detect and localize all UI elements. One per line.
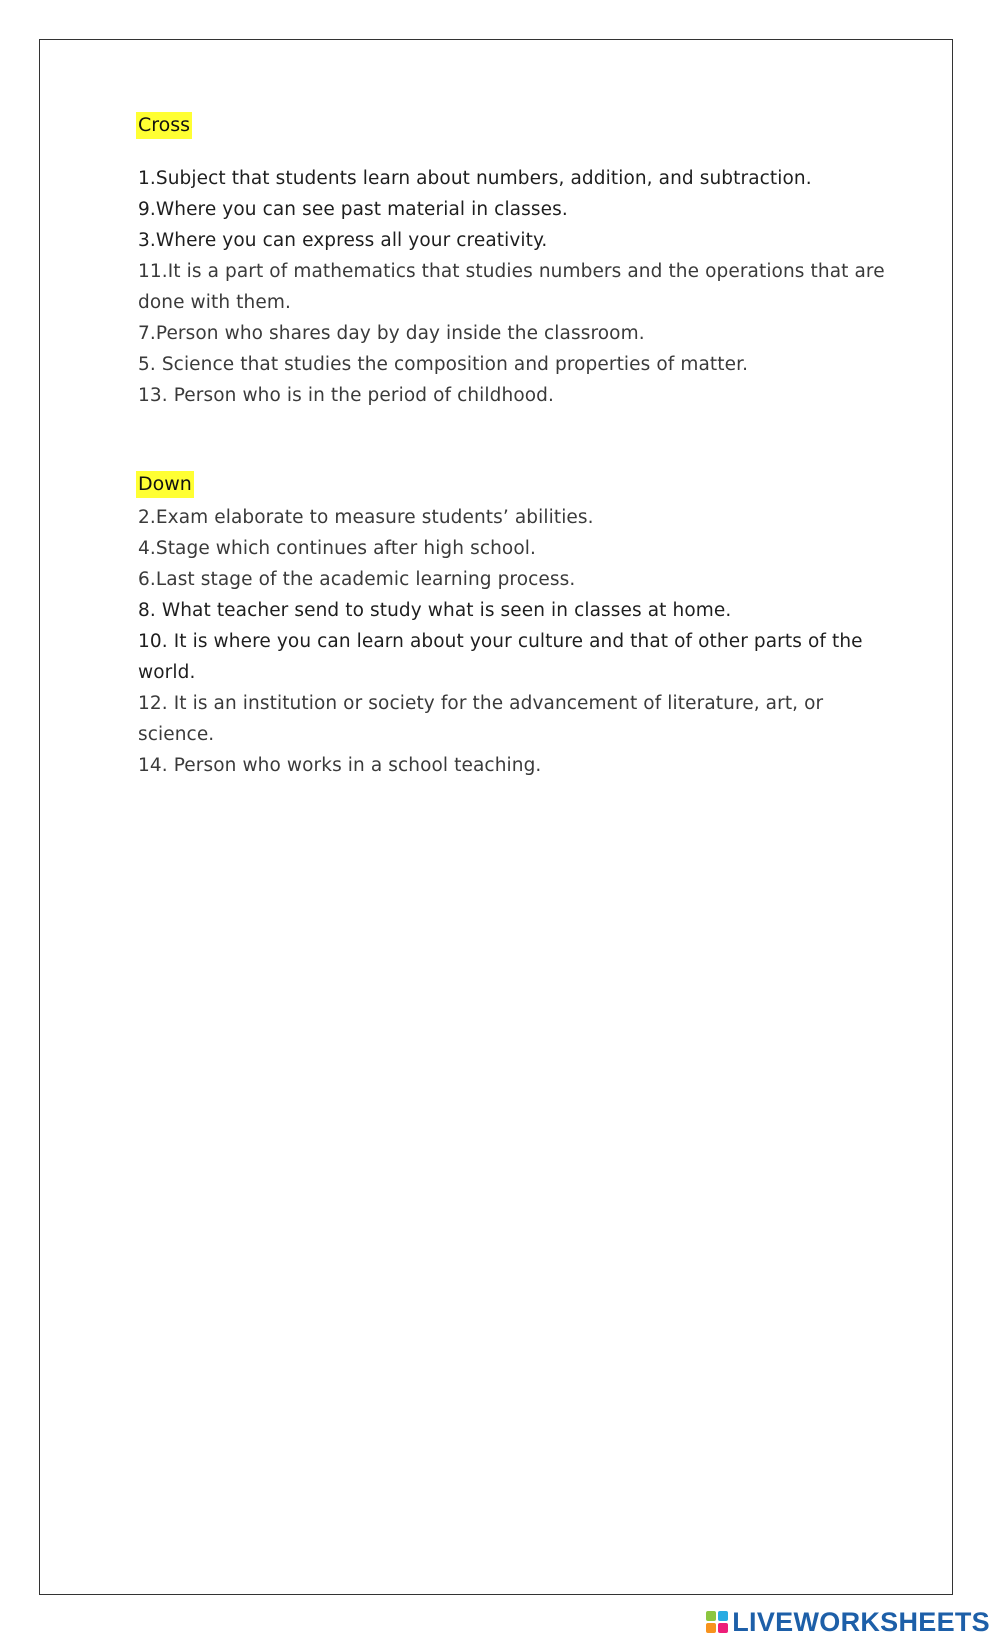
down-clue-14: 14. Person who works in a school teaching. [138,755,542,776]
cross-clue-list [138,163,898,411]
down-clues-section [138,471,898,781]
down-clue-10: 10. It is where you can learn about your culture and that of other parts of the world. [138,631,863,683]
down-heading: Down [136,471,194,498]
cross-clue-5: 5. Science that studies the composition and properties of matter. [138,354,749,375]
cross-heading: Cross [136,112,192,139]
liveworksheets-brand-text: LIVEWORKSHEETS [732,1606,990,1637]
down-clue-4: 4.Stage which continues after high school. [138,538,536,559]
cross-clue-3: 3.Where you can express all your creativity. [138,230,548,251]
down-clue-list [138,502,898,781]
down-clue-2: 2.Exam elaborate to measure students’ abilities. [138,507,594,528]
cross-clue-11: 11.It is a part of mathematics that studies numbers and the operations that are done with them. [138,261,885,313]
liveworksheets-logo [706,1607,990,1637]
cross-clue-9: 9.Where you can see past material in classes. [138,199,568,220]
logo-square-pink [718,1623,728,1633]
logo-square-orange [706,1623,716,1633]
cross-clues-section [138,112,898,411]
logo-square-blue [718,1611,728,1621]
down-clue-12: 12. It is an institution or society for the advancement of literature, art, or science. [138,693,824,745]
cross-clue-13: 13. Person who is in the period of childhood. [138,385,554,406]
worksheet-page [39,39,953,1595]
down-clue-8: 8. What teacher send to study what is seen in classes at home. [138,600,732,621]
liveworksheets-logo-icon [706,1611,728,1633]
cross-clue-1: 1.Subject that students learn about numbers, addition, and subtraction. [138,168,812,189]
cross-clue-7: 7.Person who shares day by day inside the classroom. [138,323,645,344]
logo-square-green [706,1611,716,1621]
down-clue-6: 6.Last stage of the academic learning process. [138,569,576,590]
